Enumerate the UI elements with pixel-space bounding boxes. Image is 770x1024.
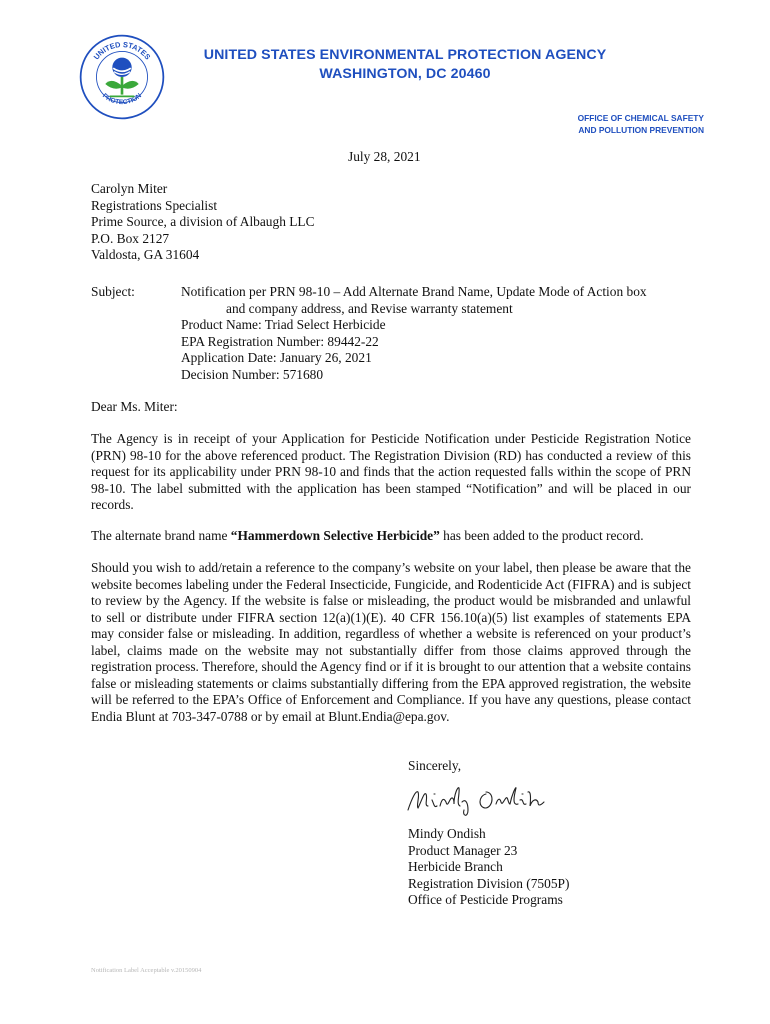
subject-line-2: and company address, and Revise warranty statement xyxy=(226,300,513,316)
recipient-name: Carolyn Miter xyxy=(91,181,168,196)
closing: Sincerely, xyxy=(408,758,462,773)
signer-branch: Herbicide Branch xyxy=(408,859,503,874)
brand-text-after: has been added to the product record. xyxy=(439,528,644,543)
footer-label-version: Notification Label Acceptable v.20150904 xyxy=(91,967,202,974)
paragraph-brand-name xyxy=(91,528,691,545)
signer-division: Registration Division (7505P) xyxy=(408,875,570,891)
recipient-po-box: P.O. Box 2127 xyxy=(91,230,170,246)
letter-date: July 28, 2021 xyxy=(348,149,421,164)
subject-decision-number: Decision Number: 571680 xyxy=(181,366,324,382)
brand-text-before: The alternate brand name xyxy=(91,528,231,543)
signer-name: Mindy Ondish xyxy=(408,826,486,841)
agency-city: WASHINGTON, DC 20460 xyxy=(319,66,491,82)
seal-text-bottom: PROTECTION xyxy=(101,92,143,107)
subject-label: Subject: xyxy=(91,284,135,299)
signer-office: Office of Pesticide Programs xyxy=(408,892,563,907)
seal-text-top: UNITED STATES xyxy=(91,40,153,62)
recipient-title: Registrations Specialist xyxy=(91,197,218,213)
recipient-city: Valdosta, GA 31604 xyxy=(91,247,200,262)
paragraph-receipt: The Agency is in receipt of your Application for Pesticide Notification under Pesticide Registration Notice (PRN) 98-10 for the above referenced product. The Registration Division (RD) has conducted a review of this request for its applicability under PRN 98-10 and finds that the action requested falls within the scope of PRN 98-10. The label submitted with the application has been stamped “Notification” and will be placed in our records. xyxy=(91,431,691,512)
office-name-line-1: OFFICE OF CHEMICAL SAFETY xyxy=(577,113,704,123)
recipient-company: Prime Source, a division of Albaugh LLC xyxy=(91,214,315,229)
subject-application-date: Application Date: January 26, 2021 xyxy=(181,350,372,365)
subject-registration-number: EPA Registration Number: 89442-22 xyxy=(181,333,379,349)
signer-title: Product Manager 23 xyxy=(408,842,518,858)
salutation: Dear Ms. Miter: xyxy=(91,399,178,414)
handwritten-signature xyxy=(404,780,554,818)
paragraph-website: Should you wish to add/retain a reference to the company’s website on your label, then please be aware that the website becomes labeling under the Federal Insecticide, Fungicide, and Rodenticide Act (FIFRA) and is subject to review by the Agency. If the website is false or misleading, the product would be misbranded and unlawful to sell or distribute under FIFRA section 12(a)(1)(E). 40 CFR 156.10(a)(5) list examples of statements EPA may consider false or misleading. In addition, regardless of whether a website is referenced on your product’s label, claims made on the website may not substantially differ from those claims approved through the registration process. Therefore, should the Agency find or if it is brought to our attention that a website contains false or misleading statements or claims substantially differing from the EPA approved registration, the website will be referred to the EPA’s Office of Enforcement and Compliance. If you have any questions, please contact Endia Blunt at 703-347-0788 or by email at Blunt.Endia@epa.gov. xyxy=(91,560,691,724)
agency-name: UNITED STATES ENVIRONMENTAL PROTECTION AGENCY xyxy=(203,47,607,63)
subject-line-1: Notification per PRN 98-10 – Add Alternate Brand Name, Update Mode of Action box xyxy=(181,284,647,299)
subject-product-name: Product Name: Triad Select Herbicide xyxy=(181,317,386,332)
brand-name-bold: “Hammerdown Selective Herbicide” xyxy=(230,528,440,543)
office-name-line-2: AND POLLUTION PREVENTION xyxy=(578,125,704,135)
